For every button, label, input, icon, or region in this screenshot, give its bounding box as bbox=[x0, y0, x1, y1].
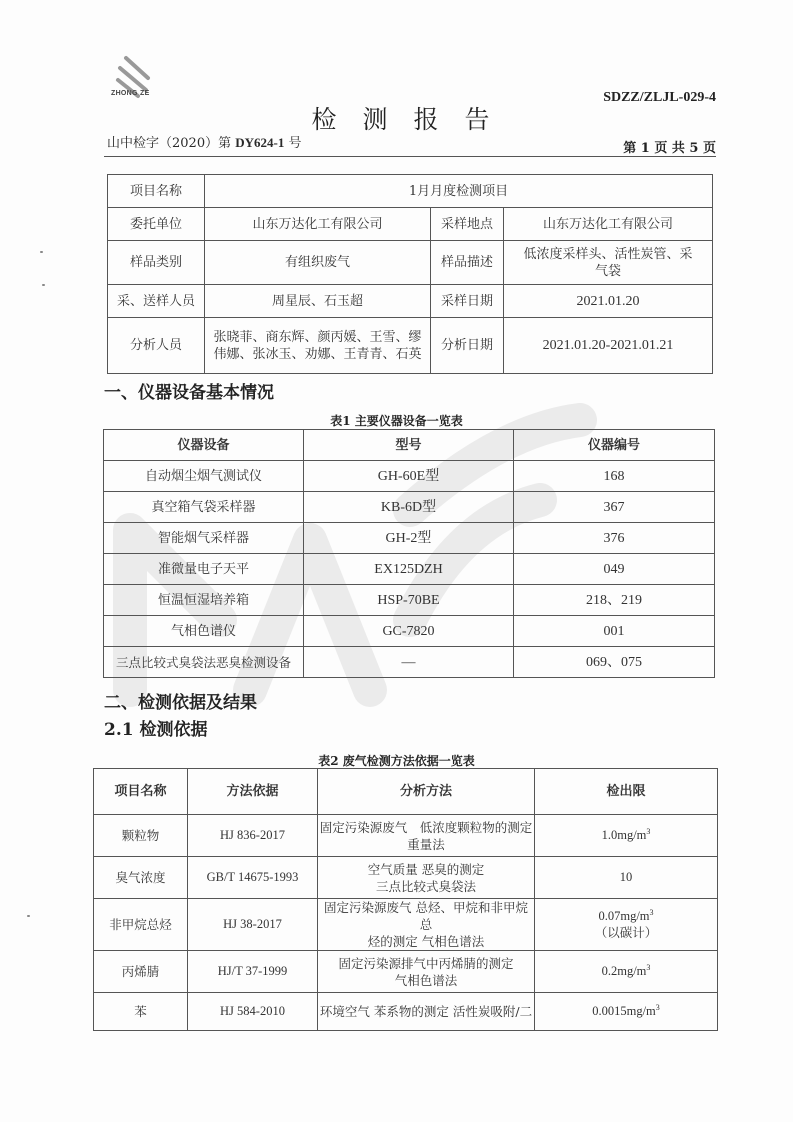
limit-unit-exponent: 3 bbox=[646, 826, 651, 836]
equipment-name: 三点比较式臭袋法恶臭检测设备 bbox=[104, 647, 304, 678]
equipment-model: — bbox=[304, 647, 514, 678]
analysis-method bbox=[318, 857, 535, 899]
subsection-heading-basis: 2.1 检测依据 bbox=[104, 720, 208, 740]
column-header: 方法依据 bbox=[188, 769, 318, 815]
section-heading-equipment: 一、仪器设备基本情况 bbox=[104, 383, 274, 403]
header-divider bbox=[104, 156, 716, 157]
table-row bbox=[108, 285, 713, 318]
limit-value: 0.07mg/m bbox=[598, 908, 650, 923]
method-line: 固定污染源废气 低浓度颗粒物的测定 bbox=[319, 819, 533, 835]
method-line: 三点比较式臭袋法 bbox=[375, 878, 476, 894]
detection-limit bbox=[535, 857, 718, 899]
samplers-value: 周星辰、石玉超 bbox=[205, 285, 431, 318]
table-row bbox=[108, 208, 713, 241]
limit-unit-exponent: 3 bbox=[655, 1002, 660, 1012]
limit-unit-exponent: 3 bbox=[649, 907, 654, 917]
project-name-label: 项目名称 bbox=[108, 175, 205, 208]
detection-limit bbox=[535, 899, 718, 951]
item-name: 颗粒物 bbox=[94, 815, 188, 857]
limit-unit-exponent: 3 bbox=[646, 962, 651, 972]
table-header-row bbox=[104, 430, 715, 461]
equipment-name: 自动烟尘烟气测试仪 bbox=[104, 461, 304, 492]
equipment-model: HSP-70BE bbox=[304, 585, 514, 616]
limit-value: 0.0015mg/m bbox=[592, 1004, 656, 1018]
table-row bbox=[108, 318, 713, 374]
method-line: 固定污染源排气中丙烯腈的测定 bbox=[338, 955, 514, 971]
column-header: 型号 bbox=[304, 430, 514, 461]
table-row bbox=[104, 585, 715, 616]
analysis-method bbox=[318, 951, 535, 993]
sampling-date-value: 2021.01.20 bbox=[504, 285, 713, 318]
page-title: 检测报告 bbox=[311, 105, 516, 134]
item-name: 非甲烷总烃 bbox=[94, 899, 188, 951]
project-info-table bbox=[107, 174, 713, 374]
method-basis-table bbox=[93, 768, 718, 1031]
item-name: 丙烯腈 bbox=[94, 951, 188, 993]
report-number-id: DY624-1 bbox=[235, 135, 285, 150]
analysts-value: 张晓菲、商东辉、颜丙媛、王雪、缪伟娜、张冰玉、劝娜、王青青、石英 bbox=[205, 318, 431, 374]
sampling-site-label: 采样地点 bbox=[431, 208, 504, 241]
equipment-model: EX125DZH bbox=[304, 554, 514, 585]
table-row bbox=[108, 175, 713, 208]
column-header: 项目名称 bbox=[94, 769, 188, 815]
analysis-date-label: 分析日期 bbox=[431, 318, 504, 374]
method-standard: HJ 38-2017 bbox=[188, 899, 318, 951]
table-row bbox=[104, 647, 715, 678]
item-name: 臭气浓度 bbox=[94, 857, 188, 899]
equipment-id: 001 bbox=[514, 616, 715, 647]
equipment-name: 真空箱气袋采样器 bbox=[104, 492, 304, 523]
client-label: 委托单位 bbox=[108, 208, 205, 241]
equipment-id: 367 bbox=[514, 492, 715, 523]
table-row bbox=[94, 951, 718, 993]
column-header: 分析方法 bbox=[318, 769, 535, 815]
equipment-name: 准微量电子天平 bbox=[104, 554, 304, 585]
page-indicator: 第 1 页 共 5 页 bbox=[623, 141, 716, 156]
item-name: 苯 bbox=[94, 993, 188, 1031]
equipment-id: 069、075 bbox=[514, 647, 715, 678]
equipment-name: 智能烟气采样器 bbox=[104, 523, 304, 554]
report-number-suffix: 号 bbox=[288, 136, 302, 151]
equipment-model: GC-7820 bbox=[304, 616, 514, 647]
equipment-id: 218、219 bbox=[514, 585, 715, 616]
sampling-date-label: 采样日期 bbox=[431, 285, 504, 318]
table-row bbox=[94, 815, 718, 857]
table-row bbox=[94, 857, 718, 899]
table-row bbox=[94, 899, 718, 951]
equipment-name: 气相色谱仪 bbox=[104, 616, 304, 647]
report-number-prefix: 山中检字（2020）第 bbox=[107, 136, 232, 151]
sample-type-value: 有组织废气 bbox=[205, 241, 431, 285]
equipment-model: GH-60E型 bbox=[304, 461, 514, 492]
logo-text: ZHONG ZE bbox=[111, 90, 150, 97]
method-standard: GB/T 14675-1993 bbox=[188, 857, 318, 899]
table-row bbox=[104, 554, 715, 585]
limit-note: （以碳计） bbox=[594, 925, 658, 940]
method-standard: HJ 836-2017 bbox=[188, 815, 318, 857]
equipment-id: 168 bbox=[514, 461, 715, 492]
method-line: 烃的测定 气相色谱法 bbox=[367, 934, 485, 949]
analysis-method bbox=[318, 815, 535, 857]
equipment-name: 恒温恒湿培养箱 bbox=[104, 585, 304, 616]
column-header: 仪器编号 bbox=[514, 430, 715, 461]
equipment-model: KB-6D型 bbox=[304, 492, 514, 523]
detection-limit bbox=[535, 815, 718, 857]
company-logo-icon bbox=[108, 48, 168, 108]
sample-desc-value: 低浓度采样头、活性炭管、采气袋 bbox=[504, 241, 713, 285]
table-row bbox=[104, 616, 715, 647]
equipment-id: 376 bbox=[514, 523, 715, 554]
column-header: 检出限 bbox=[535, 769, 718, 815]
limit-value: 1.0mg/m bbox=[601, 828, 647, 842]
equipment-table bbox=[103, 429, 715, 678]
table-row bbox=[104, 492, 715, 523]
scan-speck bbox=[27, 915, 30, 917]
table2-caption: 表2 废气检测方法依据一览表 bbox=[318, 754, 475, 768]
method-line: 环境空气 苯系物的测定 活性炭吸附/二 bbox=[319, 1004, 533, 1019]
method-standard: HJ 584-2010 bbox=[188, 993, 318, 1031]
limit-value: 10 bbox=[619, 870, 633, 884]
method-line: 空气质量 恶臭的测定 bbox=[367, 861, 485, 877]
table-row bbox=[104, 461, 715, 492]
scan-speck bbox=[40, 251, 43, 253]
scan-speck bbox=[42, 284, 45, 286]
equipment-id: 049 bbox=[514, 554, 715, 585]
equipment-model: GH-2型 bbox=[304, 523, 514, 554]
table-row bbox=[104, 523, 715, 554]
section-heading-basis-results: 二、检测依据及结果 bbox=[104, 693, 257, 713]
samplers-label: 采、送样人员 bbox=[108, 285, 205, 318]
method-line: 气相色谱法 bbox=[394, 972, 458, 988]
table-row bbox=[108, 241, 713, 285]
method-line: 固定污染源废气 总烃、甲烷和非甲烷总 bbox=[324, 900, 528, 932]
sample-desc-label: 样品描述 bbox=[431, 241, 504, 285]
sampling-site-value: 山东万达化工有限公司 bbox=[504, 208, 713, 241]
sample-type-label: 样品类别 bbox=[108, 241, 205, 285]
column-header: 仪器设备 bbox=[104, 430, 304, 461]
method-standard: HJ/T 37-1999 bbox=[188, 951, 318, 993]
analysis-method bbox=[318, 899, 535, 951]
analysts-label: 分析人员 bbox=[108, 318, 205, 374]
detection-limit bbox=[535, 993, 718, 1031]
table1-caption: 表1 主要仪器设备一览表 bbox=[330, 414, 463, 428]
project-name-value: 1月月度检测项目 bbox=[205, 175, 713, 208]
analysis-date-value: 2021.01.20-2021.01.21 bbox=[504, 318, 713, 374]
detection-limit bbox=[535, 951, 718, 993]
table-row bbox=[94, 993, 718, 1031]
limit-value: 0.2mg/m bbox=[601, 964, 647, 978]
table-header-row bbox=[94, 769, 718, 815]
client-value: 山东万达化工有限公司 bbox=[205, 208, 431, 241]
report-number bbox=[107, 132, 302, 151]
analysis-method bbox=[318, 993, 535, 1031]
document-code: SDZZ/ZLJL-029-4 bbox=[603, 90, 716, 105]
method-line: 重量法 bbox=[407, 836, 445, 852]
